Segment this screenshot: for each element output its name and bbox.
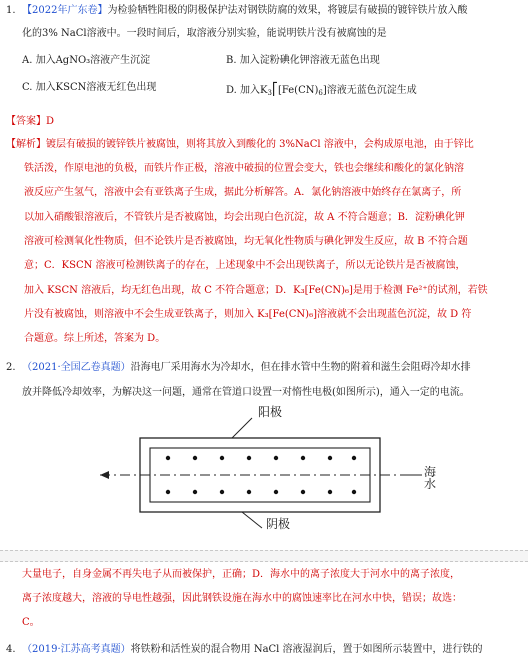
q1-stem-line1: 为检验牺牲阳极的阴极保护法对钢铁防腐的效果，将镀层有破损的镀锌铁片放入酸 <box>107 5 468 16</box>
q1-option-b: B. 加入淀粉碘化钾溶液无蓝色出现 <box>226 55 380 66</box>
cathode-label: 阴极 <box>266 517 291 531</box>
anode-leader <box>232 418 252 438</box>
q4-number: 4. <box>6 644 16 655</box>
q1-analysis-tag: 【解析】 <box>6 139 46 150</box>
anode-dots <box>166 456 356 460</box>
q2-cont-line-2: 离子浓度越大，溶液的导电性越强，因此钢铁设施在海水中的腐蚀速率比在河水中快，错误；故选： <box>22 593 462 604</box>
seawater-label: 海水 <box>422 466 440 490</box>
q1-option-d: D. 加入$K_3⎡[Fe(CN)_6]$溶液无蓝色沉淀生成 <box>226 82 417 97</box>
cathode-dots <box>166 490 356 494</box>
q2-number: 2. <box>6 362 16 373</box>
q2-source: （2021·全国乙卷真题） <box>22 362 131 373</box>
electrode-pipe-diagram <box>100 405 440 540</box>
anode-label: 阳极 <box>258 405 283 419</box>
q4-source: （2019·江苏高考真题） <box>22 644 131 655</box>
q1-number: 1. <box>6 5 16 16</box>
q1-analysis-line-5: 溶液可检测氧化性物质，但不论铁片是否被腐蚀，均无氧化性物质与碘化钾发生反应，故 B 不符合题 <box>24 236 468 247</box>
q2-cont-line-3: C。 <box>22 617 40 628</box>
q2-cont-line-1: 大量电子，自身金属不再失电子从而被保护，正确；D．海水中的离子浓度大于河水中的离子浓度， <box>22 569 461 580</box>
q2-stem-line1: 沿海电厂采用海水为冷却水，但在排水管中生物的附着和滋生会阻碍冷却水排 <box>130 362 471 373</box>
q1-option-a: A. 加入AgNO₃溶液产生沉淀 <box>22 55 151 66</box>
q1-analysis-line-1: 【解析】镀层有破损的镀锌铁片被腐蚀，则将其放入到酸化的 3%NaCl 溶液中，会构成原电池，由于锌比 <box>6 139 474 150</box>
page-break <box>0 550 528 562</box>
q1-analysis-line-2: 铁活泼，作原电池的负极，而铁片作正极，溶液中破损的位置会变大，铁也会继续和酸化的氯化钠溶 <box>24 163 464 174</box>
q1-analysis-line-3: 液反应产生氢气，溶液中会有亚铁离子生成，据此分析解答。A．氯化钠溶液中始终存在氯离子，所 <box>24 187 462 198</box>
q1-analysis-line-7: 加入 KSCN 溶液后，均无红色出现，故 C 不符合题意；D．K₃[Fe(CN)₆]是用于检测 Fe²⁺的试剂，若铁 <box>24 285 488 296</box>
q1-answer: 【答案】D <box>6 116 55 127</box>
q1-source: 【2022年广东卷】 <box>22 5 108 16</box>
q1-option-c: C. 加入KSCN溶液无红色出现 <box>22 82 157 93</box>
q2-stem-line2: 放并降低冷却效率，为解决这一问题，通常在管道口设置一对惰性电极(如图所示)，通入一定的电流。 <box>22 387 470 398</box>
q1-stem-line2: 化的3% NaCl溶液中。一段时间后，取溶液分别实验，能说明铁片没有被腐蚀的是 <box>22 28 387 39</box>
cathode-leader <box>242 512 262 528</box>
q1-analysis-line-8: 片没有被腐蚀，则溶液中不会生成亚铁离子，则加入 K₃[Fe(CN)₆]溶液就不会出现蓝色沉淀，故 D 符 <box>24 309 472 320</box>
q1-analysis-line-4: 以加入硝酸银溶液后，不管铁片是否被腐蚀，均会出现白色沉淀，故 A 不符合题意；B．淀粉碘化钾 <box>24 212 465 223</box>
outflow-arrowhead <box>100 471 109 479</box>
q1-analysis-line-6: 意；C．KSCN 溶液可检测铁离子的存在，上述现象中不会出现铁离子，所以无论铁片是否被腐蚀， <box>24 260 466 271</box>
q4-stem: 将铁粉和活性炭的混合物用 NaCl 溶液湿润后，置于如图所示装置中，进行铁的 <box>130 644 483 655</box>
q1-analysis-line-9: 合题意。综上所述，答案为 D。 <box>24 333 166 344</box>
